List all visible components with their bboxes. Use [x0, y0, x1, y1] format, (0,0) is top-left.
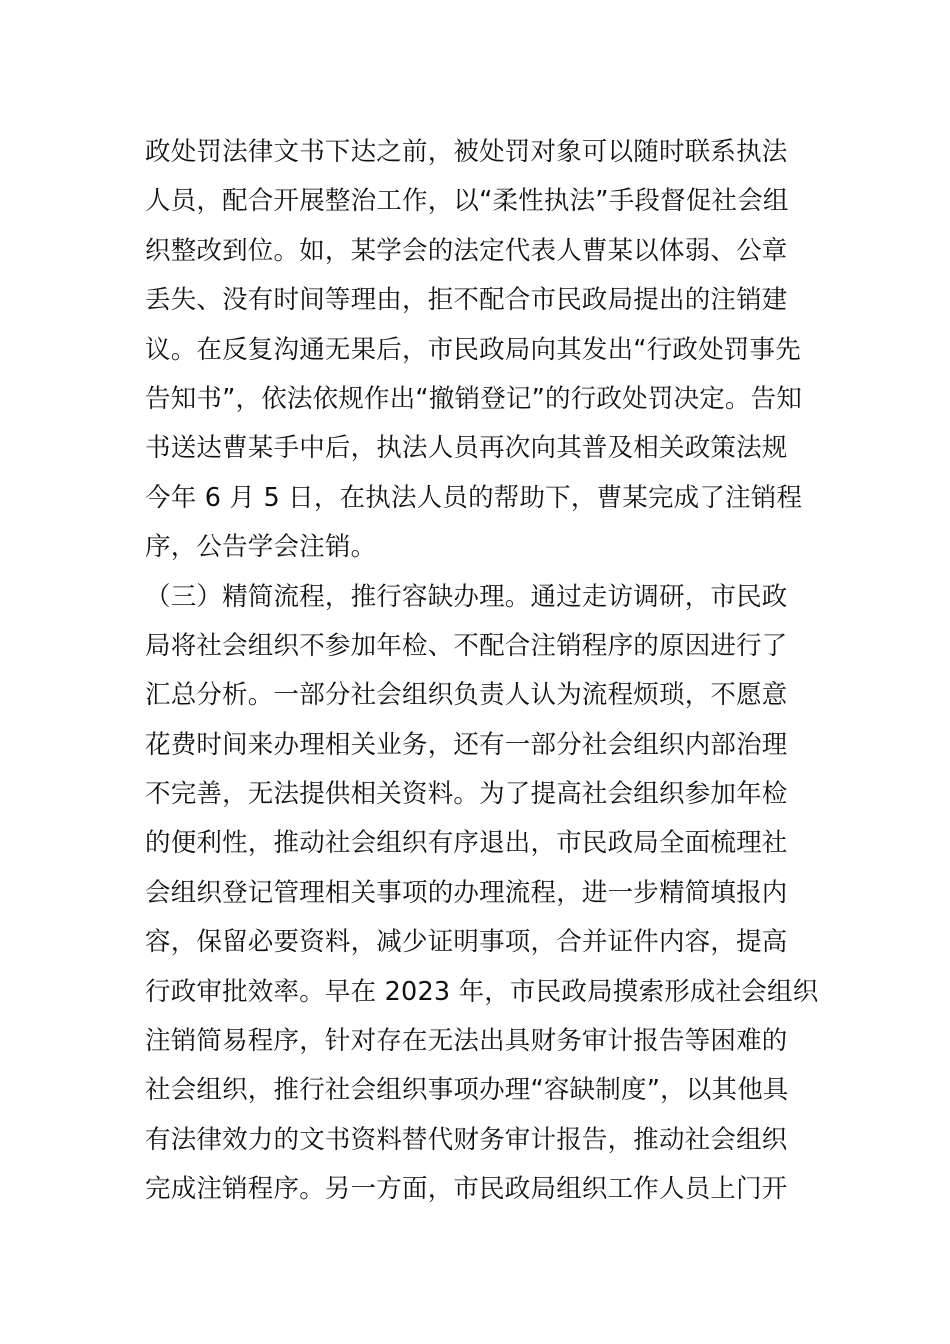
text-line: 的便利性，推动社会组织有序退出，市民政局全面梳理社: [145, 828, 788, 859]
text-line: 完成注销程序。另一方面，市民政局组织工作人员上门开: [145, 1174, 788, 1205]
text-line: 序，公告学会注销。: [145, 532, 377, 563]
text-line: 今年 6 月 5 日，在执法人员的帮助下，曹某完成了注销程: [145, 482, 803, 513]
text-line: 局将社会组织不参加年检、不配合注销程序的原因进行了: [145, 630, 788, 661]
text-line: 社会组织，推行社会组织事项办理“容缺制度”，以其他具: [145, 1075, 789, 1106]
text-line: 花费时间来办理相关业务，还有一部分社会组织内部治理: [145, 729, 788, 760]
text-line: 告知书”，依法依规作出“撤销登记”的行政处罚决定。告知: [145, 383, 803, 414]
text-line: 人员，配合开展整治工作，以“柔性执法”手段督促社会组: [145, 186, 789, 217]
text-line: 汇总分析。一部分社会组织负责人认为流程烦琐，不愿意: [145, 680, 788, 711]
section-heading-line: （三）精简流程，推行容缺办理。通过走访调研，市民政: [145, 581, 788, 612]
text-line: 容，保留必要资料，减少证明事项，合并证件内容，提高: [145, 927, 788, 958]
text-line: 丢失、没有时间等理由，拒不配合市民政局提出的注销建: [145, 285, 788, 316]
text-line: 政处罚法律文书下达之前，被处罚对象可以随时联系执法: [145, 137, 788, 167]
text-line: 不完善，无法提供相关资料。为了提高社会组织参加年检: [145, 779, 788, 810]
text-line: 有法律效力的文书资料替代财务审计报告，推动社会组织: [145, 1124, 788, 1155]
text-line: 议。在反复沟通无果后，市民政局向其发出“行政处罚事先: [145, 334, 801, 365]
body-text: [145, 128, 825, 1215]
text-line: 会组织登记管理相关事项的办理流程，进一步精简填报内: [145, 877, 788, 908]
text-line: 织整改到位。如，某学会的法定代表人曹某以体弱、公章: [145, 235, 788, 266]
text-line: 行政审批效率。早在 2023 年，市民政局摸索形成社会组织: [145, 976, 819, 1007]
text-line: 书送达曹某手中后，执法人员再次向其普及相关政策法规: [145, 433, 788, 464]
text-line: 注销简易程序，针对存在无法出具财务审计报告等困难的: [145, 1026, 788, 1057]
